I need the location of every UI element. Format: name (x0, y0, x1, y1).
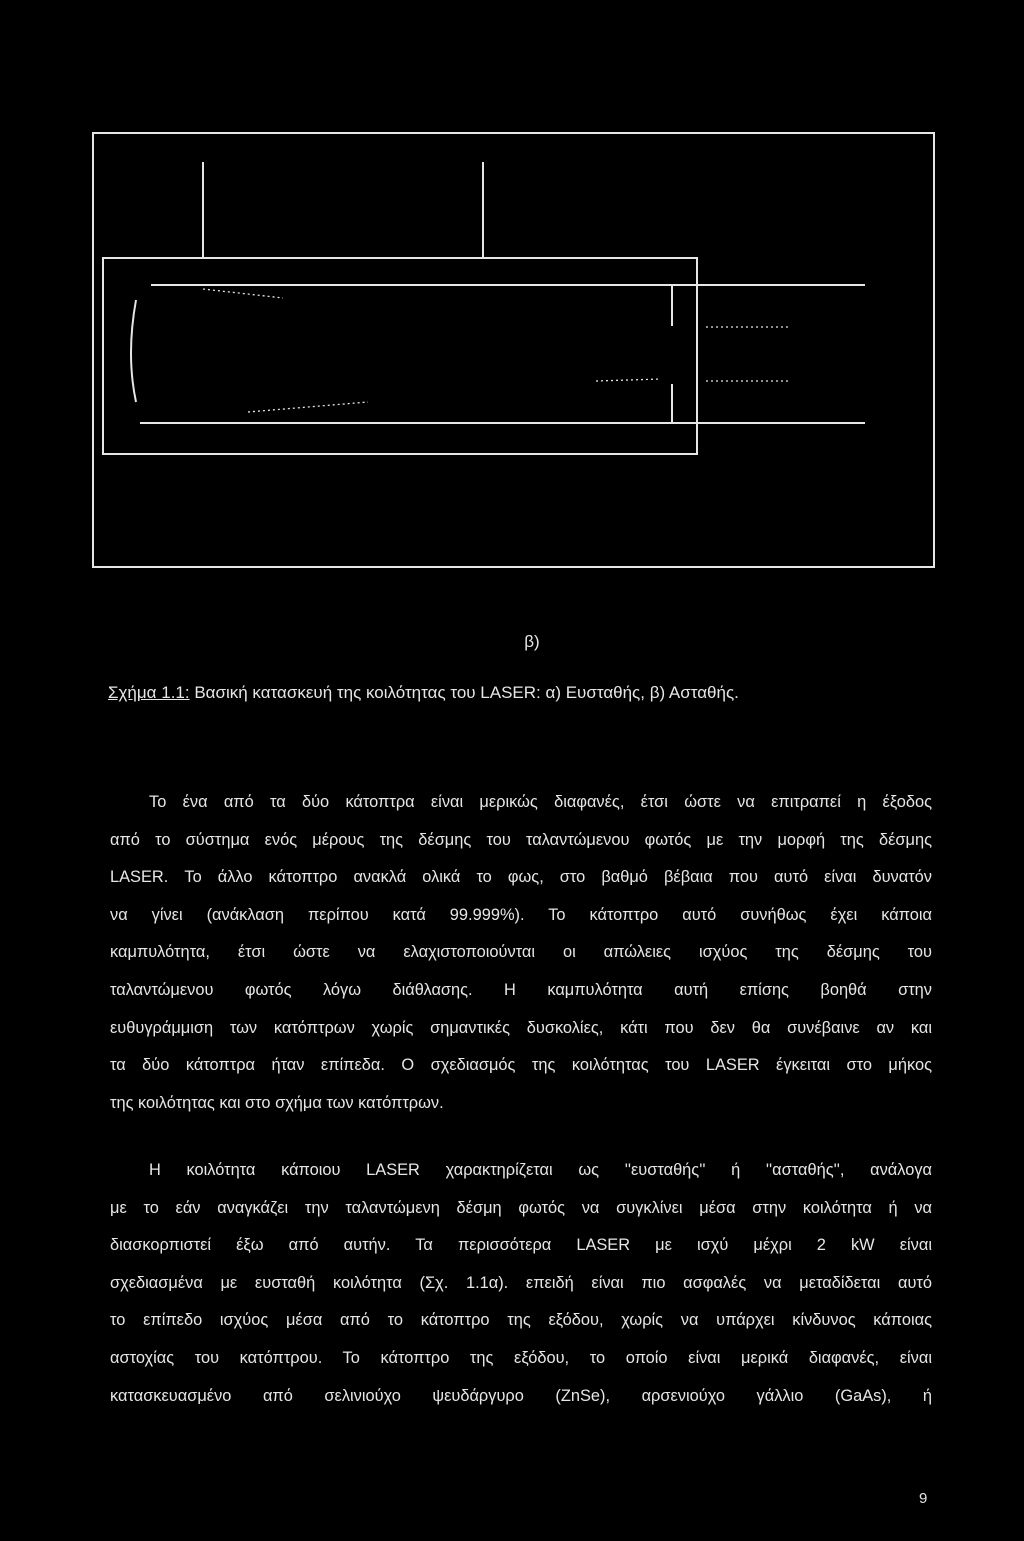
paragraph-line: το επίπεδο ισχύος μέσα από το κάτοπτρο της εξόδου, χωρίς να υπάρχει κίνδυνος κάποιας (110, 1311, 932, 1330)
cavity-box (103, 258, 697, 454)
paragraph-line: σχεδιασμένα με ευσταθή κοιλότητα (Σχ. 1.1α). επειδή είναι πιο ασφαλές να μεταδίδεται αυτό (110, 1273, 932, 1292)
caption-text: Βασική κατασκευή της κοιλότητας του LASER: α) Ευσταθής, β) Ασταθής. (189, 683, 739, 702)
paragraph-line: ευθυγράμμιση των κατόπτρων χωρίς σημαντικές δυσκολίες, κάτι που δεν θα συνέβαινε αν και (110, 1018, 932, 1037)
paragraph-line: διασκορπιστεί έξω από αυτήν. Τα περισσότερα LASER με ισχύ μέχρι 2 kW είναι (110, 1236, 932, 1255)
paragraph-line: κατασκευασμένο από σελινιούχο ψευδάργυρο (ZnSe), αρσενιούχο γάλλιο (GaAs), ή (110, 1386, 932, 1405)
paragraph-line: τα δύο κάτοπτρα ήταν επίπεδα. Ο σχεδιασμός της κοιλότητας του LASER έγκειται στο μήκος (110, 1056, 932, 1075)
paragraph-line: από το σύστημα ενός μέρους της δέσμης του ταλαντώμενου φωτός με την μορφή της δέσμης (110, 830, 932, 849)
paragraph-line: LASER. Το άλλο κάτοπτρο ανακλά ολικά το φως, στο βαθμό βέβαια που αυτό είναι δυνατόν (110, 868, 932, 887)
paragraph-line: καμπυλότητα, έτσι ώστε να ελαχιστοποιούνται οι απώλειες ισχύος της δέσμης του (110, 943, 932, 962)
paragraph-line: να γίνει (ανάκλαση περίπου κατά 99.999%). Το κάτοπτρο αυτό συνήθως έχει κάποια (110, 905, 932, 924)
figure-panel-label: β) (524, 632, 540, 651)
paragraph-line: Το ένα από τα δύο κάτοπτρα είναι μερικώς διαφανές, έτσι ώστε να επιτραπεί η έξοδος (149, 793, 932, 811)
figure-caption (108, 683, 739, 703)
page-number: 9 (919, 1490, 928, 1507)
laser-cavity-diagram (0, 0, 1024, 620)
caption-prefix: Σχήμα 1.1: (108, 683, 190, 702)
paragraph-2 (110, 1152, 932, 1415)
outer-frame (93, 133, 934, 567)
paragraph-1 (110, 784, 932, 1122)
paragraph-line: Η κοιλότητα κάποιου LASER χαρακτηρίζεται ως ''ευσταθής'' ή ''ασταθής'', ανάλογα (149, 1161, 932, 1179)
paragraph-line: ταλαντώμενου φωτός λόγω διάθλασης. Η καμπυλότητα αυτή επίσης βοηθά στην (110, 980, 932, 999)
concave-back-mirror (131, 300, 136, 402)
paragraph-line: αστοχίας του κατόπτρου. Το κάτοπτρο της εξόδου, το οποίο είναι μερικά διαφανές, είναι (110, 1348, 932, 1367)
ray-trace-upper-left (203, 289, 283, 298)
paragraph-line: της κοιλότητας και στο σχήμα των κατόπτρων. (110, 1093, 444, 1112)
ray-trace-lower-left (248, 402, 368, 412)
ray-trace-mid-right (596, 379, 661, 381)
paragraph-line: με το εάν αναγκάζει την ταλαντώμενη δέσμη φωτός να συγκλίνει μέσα στην κοιλότητα ή να (110, 1198, 932, 1217)
